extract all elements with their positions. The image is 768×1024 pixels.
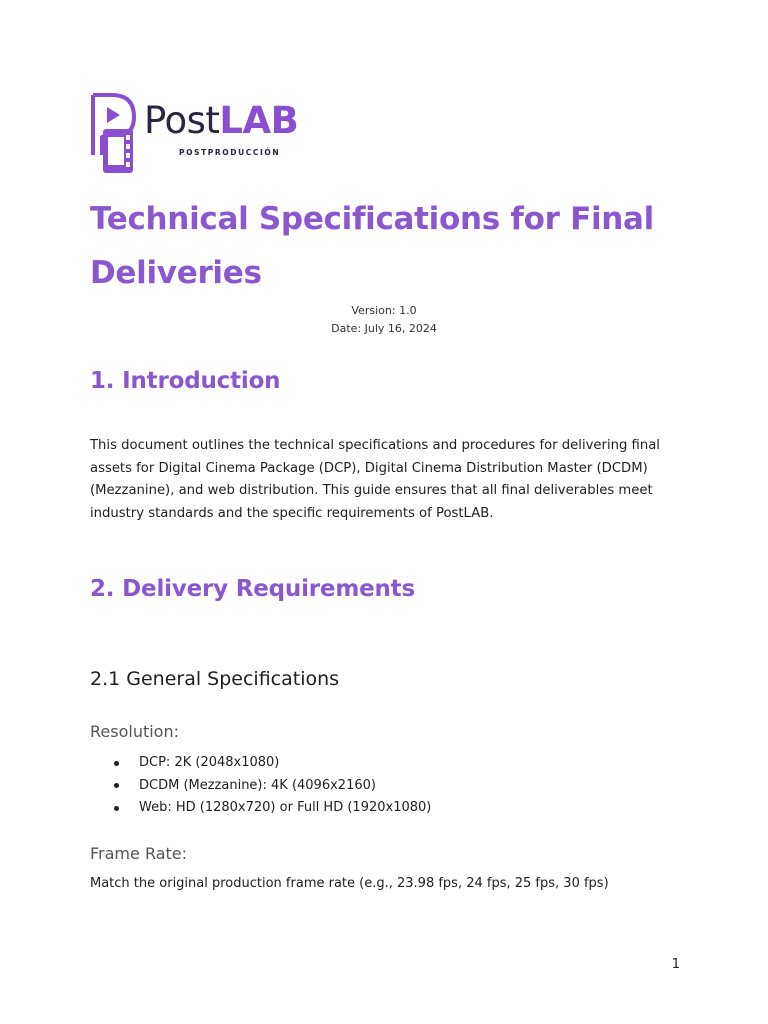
general-specifications-heading: 2.1 General Specifications (90, 668, 340, 690)
bullet-icon (114, 806, 119, 811)
brand-name (144, 99, 298, 143)
introduction-heading: 1. Introduction (90, 368, 281, 394)
film-play-icon (90, 93, 138, 175)
version-text: Version: 1.0 (351, 304, 417, 317)
date-text: Date: July 16, 2024 (331, 322, 437, 335)
page-number: 1 (671, 957, 680, 972)
list-item (90, 752, 650, 775)
list-item-text: DCP: 2K (2048x1080) (139, 755, 280, 770)
resolution-heading: Resolution: (90, 722, 179, 741)
frame-rate-heading: Frame Rate: (90, 844, 188, 863)
resolution-list (90, 752, 650, 820)
brand-lab: LAB (219, 99, 299, 142)
brand-post: Post (144, 99, 220, 142)
introduction-paragraph: This document outlines the technical specifications and procedures for delivering final assets for Digital Cinema Package (DCP), Digital Cinema Distribution Master (DCDM) (Mezzanine), and web distribution. This guide ensures that all final deliverables meet industry standards and the specific requirements of PostLAB. (90, 438, 660, 521)
bullet-icon (114, 783, 119, 788)
brand-tagline: POSTPRODUCCIÓN (179, 148, 281, 157)
list-item-text: Web: HD (1280x720) or Full HD (1920x1080) (139, 800, 432, 815)
list-item (90, 775, 650, 798)
list-item (90, 797, 650, 820)
postlab-logo (90, 93, 330, 175)
frame-rate-paragraph: Match the original production frame rate (e.g., 23.98 fps, 24 fps, 25 fps, 30 fps) (90, 876, 609, 891)
document-title: Technical Specifications for Final Deliveries (90, 201, 654, 291)
bullet-icon (114, 761, 119, 766)
list-item-text: DCDM (Mezzanine): 4K (4096x2160) (139, 777, 376, 793)
delivery-requirements-heading: 2. Delivery Requirements (90, 576, 415, 602)
